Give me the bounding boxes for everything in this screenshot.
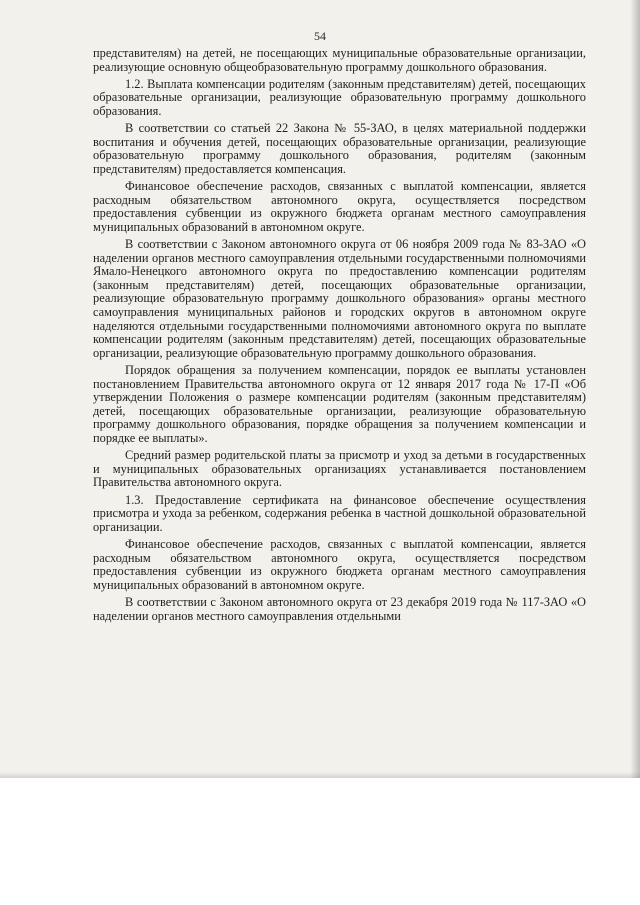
paragraph-average-fee: Средний размер родительской платы за присмотр и уход за детьми в государственных и муниципальных образовательных организациях устанавливается постановлением Правительства автономного округа. (93, 448, 586, 490)
page-number: 54 (314, 29, 326, 43)
paragraph-section-1-3-heading: 1.3. Предоставление сертификата на финансовое обеспечение осуществления присмотра и ухода за ребенком, содержания ребенка в частной дошкольной образовательной организации. (93, 492, 586, 534)
paragraph-law-83-zao: В соответствии с Законом автономного округа от 06 ноября 2009 года № 83-ЗАО «О наделении органов местного самоуправления отдельными государственными полномочиями Ямало-Ненецкого автономного округа по предоставлению компенсации родителям (законным представителям) детей, посещающих образовательные организации, реализующие образовательную программу дошкольного образования» органы местного самоуправления муниципальных районов и городских округов в автономном округе наделяются отдельными государственными полномочиями автономного округа по выплате компенсации родителям (законным представителям) детей, посещающих образовательные организации, реализующие образовательную программу дошкольного образования. (93, 237, 586, 360)
paragraph-law-117-zao: В соответствии с Законом автономного округа от 23 декабря 2019 года № 117-ЗАО «О наделении органов местного самоуправления отдельными (93, 594, 586, 623)
paragraph-law-55-zao: В соответствии со статьей 22 Закона № 55-ЗАО, в целях материальной поддержки воспитания и обучения детей, посещающих образовательные организации, реализующие образовательную программу дошкольного образования, родителям (законным представителям) предоставляется компенсация. (93, 121, 586, 176)
paragraph-financing: Финансовое обеспечение расходов, связанных с выплатой компенсации, является расходным обязательством автономного округа, осуществляется посредством предоставления субвенции из окружного бюджета органам местного самоуправления муниципальных образований в автономном округе. (93, 179, 586, 234)
scan-edge-shadow (630, 0, 640, 778)
document-text (93, 47, 586, 623)
paragraph-procedure: Порядок обращения за получением компенсации, порядок ее выплаты установлен постановлением Правительства автономного округа от 12 января 2017 года № 17-П «Об утверждении Положения о размере компенсации родителям (законным представителям) детей, посещающих образовательные организации, реализующие образовательную программу дошкольного образования, порядке обращения за получением компенсации и порядке ее выплаты». (93, 363, 586, 445)
scan-bottom-shadow (0, 772, 640, 778)
paragraph-continuation: представителям) на детей, не посещающих муниципальные образовательные организации, реализующие основную общеобразовательную программу дошкольного образования. (93, 46, 586, 74)
paragraph-financing-2: Финансовое обеспечение расходов, связанных с выплатой компенсации, является расходным обязательством автономного округа, осуществляется посредством предоставления субвенции из окружного бюджета органам местного самоуправления муниципальных образований в автономном округе. (93, 536, 586, 592)
paragraph-section-1-2-heading: 1.2. Выплата компенсации родителям (законным представителям) детей, посещающих образовательные организации, реализующие образовательную программу дошкольного образования. (93, 76, 586, 118)
